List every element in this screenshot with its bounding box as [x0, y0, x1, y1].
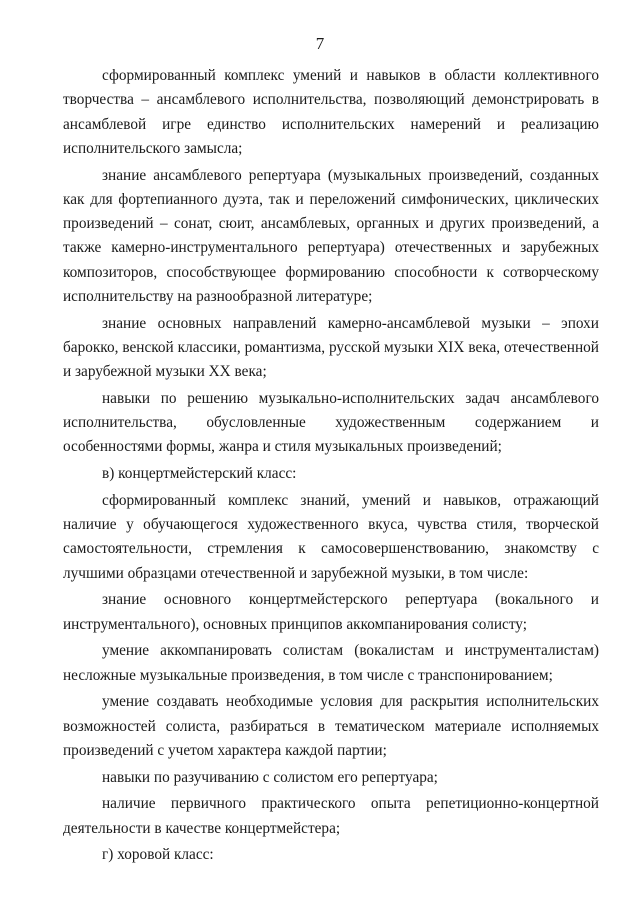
paragraph-accompanist-complex: сформированный комплекс знаний, умений и навыков, отражающий наличие у обучающегося художественного вкуса, чувства стиля, творческой самостоятельности, стремления к самосовершенствованию, знакомству с лучшими образцами отечественной и зарубежной музыки, в том числе:	[63, 491, 599, 582]
paragraph-accompany-soloists: умение аккомпанировать солистам (вокалистам и инструменталистам) несложные музыкальные произведения, в том числе с транспонированием;	[63, 642, 599, 684]
paragraph-performance-tasks: навыки по решению музыкально-исполнительских задач ансамблевого исполнительства, обусловленные художественным содержанием и особенностями формы, жанра и стиля музыкальных произведений;	[63, 389, 599, 456]
paragraph-ensemble-repertoire: знание ансамблевого репертуара (музыкальных произведений, созданных как для фортепианного дуэта, так и переложений симфонических, циклических произведений – сонат, сюит, ансамблевых, органных и других произведений, а также камерно-инструментального репертуара) отечественных и зарубежных композиторов, способствующее формированию способности к сотворческому исполнительству на разнообразной литературе;	[63, 166, 599, 305]
paragraph-soloist-conditions: умение создавать необходимые условия для раскрытия исполнительских возможностей солиста, разбираться в тематическом материале исполняемых произведений с учетом характера каждой партии;	[63, 693, 599, 759]
paragraph-concert-experience: наличие первичного практического опыта репетиционно-концертной деятельности в качестве концертмейстера;	[63, 795, 599, 837]
paragraph-chamber-music-directions: знание основных направлений камерно-ансамблевой музыки – эпохи барокко, венской классики, романтизма, русской музыки XIX века, отечественной и зарубежной музыки XX века;	[63, 314, 599, 380]
document-body	[63, 64, 599, 868]
paragraph-learning-repertoire: навыки по разучиванию с солистом его репертуара;	[102, 768, 438, 786]
paragraph-ensemble-skills: сформированный комплекс умений и навыков в области коллективного творчества – ансамблевого исполнительства, позволяющий демонстрировать в ансамблевой игре единство исполнительских намерений и реализацию исполнительского замысла;	[63, 67, 599, 157]
section-heading-choir-class: г) хоровой класс:	[102, 846, 214, 864]
paragraph-accompanist-repertoire: знание основного концертмейстерского репертуара (вокального и инструментального), основных принципов аккомпанирования солисту;	[63, 591, 599, 633]
section-heading-accompanist-class: в) концертмейстерский класс:	[102, 465, 297, 482]
page-number: 7	[315, 34, 325, 53]
